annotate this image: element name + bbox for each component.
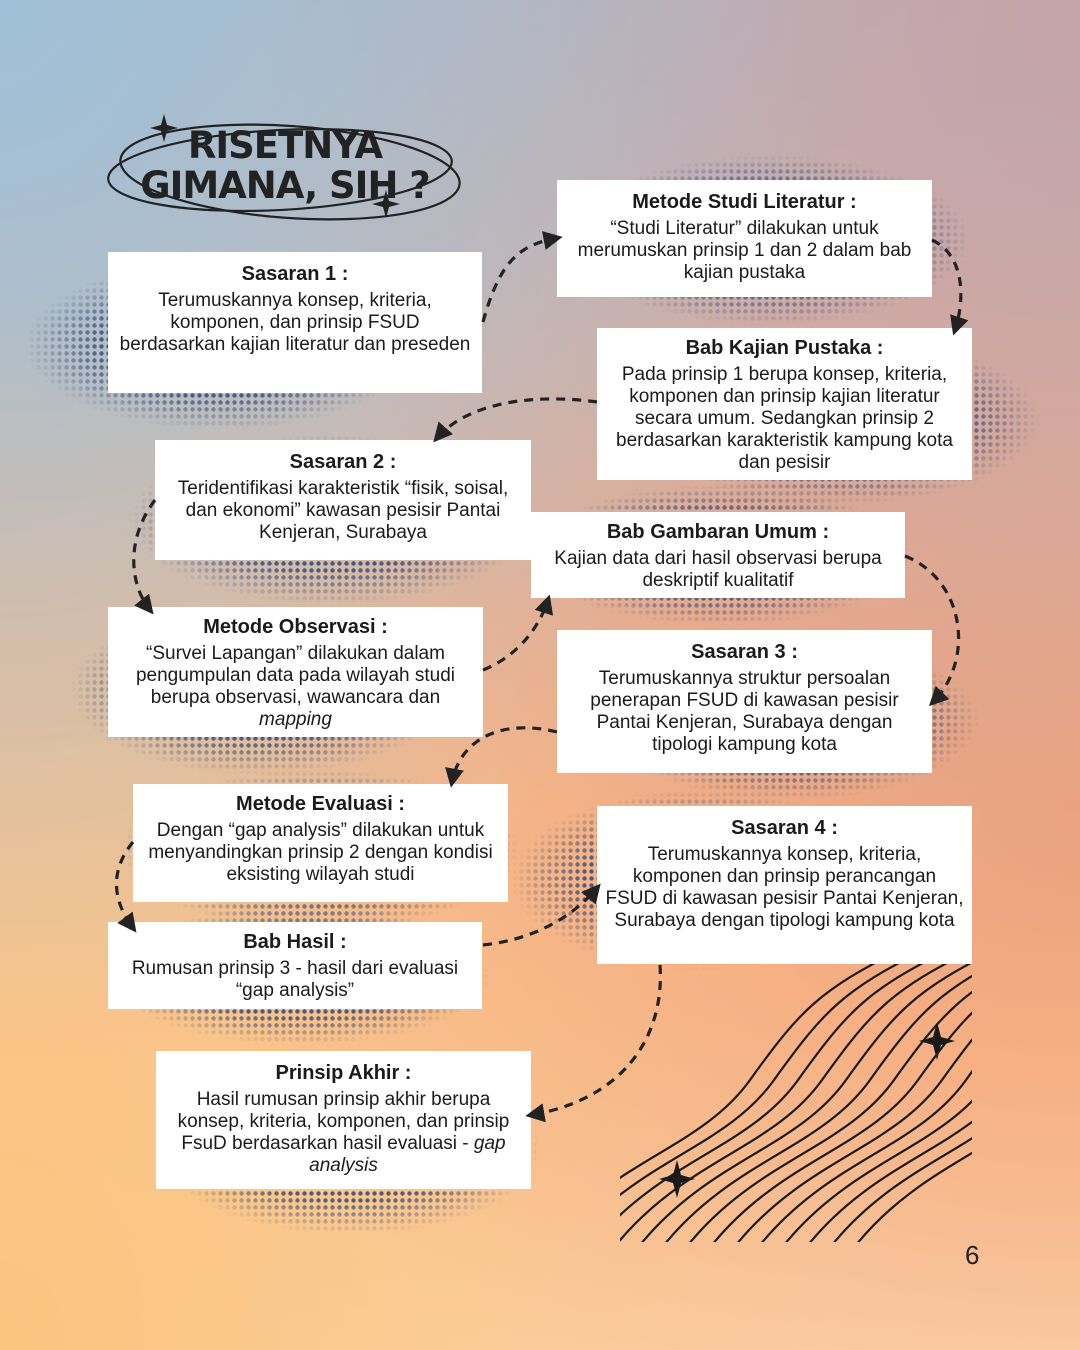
italic-term: gap analysis [309, 1133, 506, 1176]
box-body: “Studi Literatur” dilakukan untuk merumuskan prinsip 1 dan 2 dalam bab kajian pustaka [577, 218, 912, 283]
box-title: Bab Gambaran Umum : [606, 521, 830, 543]
box-body: Terumuskannya konsep, kriteria, komponen dan prinsip perancangan FSUD di kawasan pesisir Pantai Kenjeran, Surabaya dengan tipologi kampung kota [605, 844, 964, 931]
box-body: Dengan “gap analysis” dilakukan untuk menyandingkan prinsip 2 dengan kondisi eksisting wilayah studi [148, 820, 493, 885]
arrow-sasaran2-to-observasi [134, 500, 155, 610]
box-title: Sasaran 1 : [241, 263, 349, 285]
box-body: Terumuskannya konsep, kriteria, komponen, dan prinsip FSUD berdasarkan kajian literatur dan preseden [119, 290, 471, 355]
box-title: Sasaran 2 : [289, 451, 397, 473]
title-line-1: RISETNYA [187, 124, 383, 167]
arrow-observasi-to-gambaran-umum [483, 600, 548, 670]
arrow-bab-hasil-to-sasaran4 [483, 888, 597, 945]
box-title: Metode Studi Literatur : [632, 191, 857, 213]
arrow-sasaran1-to-studi-literatur [483, 238, 557, 322]
page-title [100, 126, 470, 206]
box-title: Sasaran 3 : [691, 641, 798, 663]
arrow-studi-literatur-to-kajian-pustaka [932, 240, 961, 330]
box-body: “Survei Lapangan” dilakukan dalam pengumpulan data pada wilayah studi berupa observasi, wawancara dan mapping [135, 643, 455, 730]
box-body: Rumusan prinsip 3 - hasil dari evaluasi “gap analysis” [131, 958, 459, 1001]
box-title: Metode Observasi : [203, 616, 388, 638]
box-title: Metode Evaluasi : [236, 793, 405, 815]
box-body: Terumuskannya struktur persoalan penerapan FSUD di kawasan pesisir Pantai Kenjeran, Surabaya dengan tipologi kampung kota [590, 668, 899, 755]
arrow-kajian-pustaka-to-sasaran2 [437, 399, 597, 438]
arrow-sasaran3-to-evaluasi [452, 728, 557, 782]
box-title: Bab Kajian Pustaka : [685, 337, 884, 359]
arrow-gambaran-umum-to-sasaran3 [905, 556, 959, 702]
arrow-evaluasi-to-bab-hasil [116, 842, 133, 928]
box-title: Bab Hasil : [243, 931, 347, 953]
title-line-2: GIMANA, SIH ? [140, 164, 430, 207]
box-title: Prinsip Akhir : [275, 1062, 412, 1084]
box-body: Kajian data dari hasil observasi berupa deskriptif kualitatif [554, 548, 882, 591]
title-block [100, 112, 470, 232]
box-body: Teridentifikasi karakteristik “fisik, soisal, dan ekonomi” kawasan pesisir Pantai Kenjeran, Surabaya [177, 478, 509, 543]
arrow-sasaran4-to-prinsip-akhir [531, 965, 660, 1115]
box-title: Sasaran 4 : [731, 817, 838, 839]
box-body: Hasil rumusan prinsip akhir berupa konsep, kriteria, komponen, dan prinsip FsuD berdasarkan hasil evaluasi - gap analysis [177, 1089, 510, 1176]
italic-term: mapping [259, 709, 332, 730]
box-body: Pada prinsip 1 berupa konsep, kriteria, komponen dan prinsip kajian literatur secara umum. Sedangkan prinsip 2 berdasarkan karakteristik kampung kota dan pesisir [616, 364, 953, 473]
page-number: 6 [965, 1240, 980, 1270]
